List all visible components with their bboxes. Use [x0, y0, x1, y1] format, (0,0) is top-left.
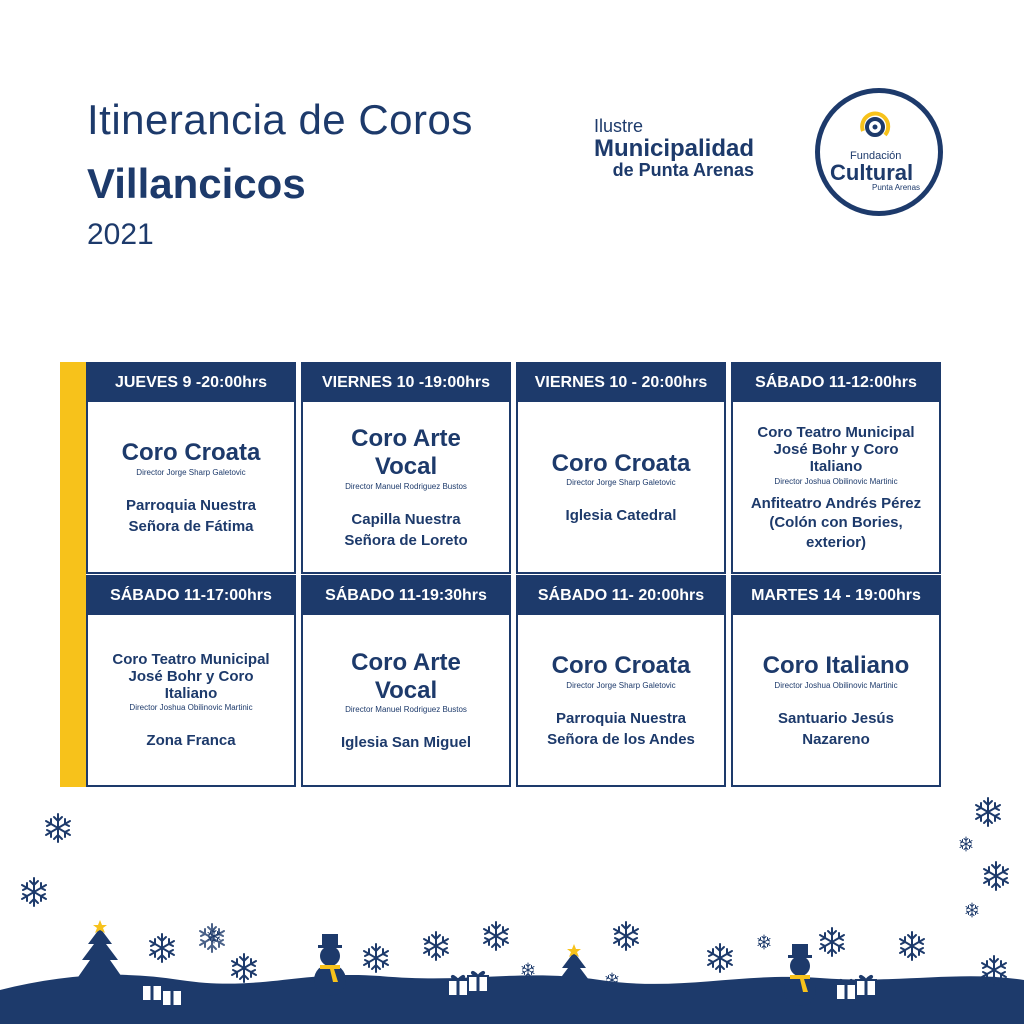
event-card: [516, 575, 726, 787]
director-name: Director Joshua Obilinovic Martinic: [774, 476, 898, 486]
accent-bar: [60, 362, 86, 787]
venue-name: Parroquia Nuestra Señora de los Andes: [547, 709, 695, 748]
event-date: SÁBADO 11-12:00hrs: [733, 364, 939, 402]
venue-name: Capilla Nuestra Señora de Loreto: [344, 510, 468, 549]
event-card: [731, 362, 941, 574]
event-date: MARTES 14 - 19:00hrs: [733, 577, 939, 615]
foundation-line1: Fundación: [850, 150, 902, 162]
choir-name: Coro Arte Vocal: [351, 648, 461, 704]
event-date: SÁBADO 11-17:00hrs: [88, 577, 294, 615]
event-card: [86, 362, 296, 574]
event-date: SÁBADO 11-19:30hrs: [303, 577, 509, 615]
director-name: Director Jorge Sharp Galetovic: [566, 680, 676, 690]
director-name: Director Jorge Sharp Galetovic: [566, 478, 676, 488]
choir-name: Coro Arte Vocal: [351, 425, 461, 480]
event-date: VIERNES 10 -19:00hrs: [303, 364, 509, 402]
venue-name: Santuario Jesús Nazareno: [778, 709, 894, 748]
director-name: Director Jorge Sharp Galetovic: [136, 467, 246, 477]
page-title: Itinerancia de Coros: [87, 96, 473, 143]
municipality-line1: Ilustre: [594, 116, 644, 136]
municipality-line3: de Punta Arenas: [612, 160, 755, 181]
venue-name: Anfiteatro Andrés Pérez (Colón con Bories, exterior): [750, 494, 922, 551]
director-name: Director Manuel Rodriguez Bustos: [345, 705, 467, 715]
page-subtitle: Villancicos: [87, 160, 306, 207]
choir-name: Coro Croata: [551, 652, 691, 680]
choir-name: Coro Teatro Municipal José Bohr y Coro Italiano: [757, 423, 915, 476]
event-date: SÁBADO 11- 20:00hrs: [518, 577, 724, 615]
venue-name: Iglesia Catedral: [565, 507, 677, 525]
event-card: [301, 575, 511, 787]
event-card: [731, 575, 941, 787]
director-name: Director Joshua Obilinovic Martinic: [129, 703, 253, 713]
foundation-emblem-icon: [855, 105, 895, 147]
event-card: [301, 362, 511, 574]
choir-name: Coro Teatro Municipal José Bohr y Coro Italiano: [112, 650, 270, 703]
choir-name: Coro Croata: [121, 439, 261, 467]
choir-name: Coro Italiano: [762, 652, 910, 680]
foundation-line3: Punta Arenas: [872, 183, 921, 192]
foundation-line2: Cultural: [830, 160, 914, 185]
municipality-logo: [594, 117, 754, 180]
winter-decoration: [0, 780, 1024, 1024]
director-name: Director Joshua Obilinovic Martinic: [774, 680, 898, 690]
event-card: [86, 575, 296, 787]
director-name: Director Manuel Rodriguez Bustos: [345, 481, 467, 491]
venue-name: Parroquia Nuestra Señora de Fátima: [125, 496, 257, 535]
event-date: VIERNES 10 - 20:00hrs: [518, 364, 724, 402]
municipality-line2: Municipalidad: [594, 134, 755, 162]
choir-name: Coro Croata: [551, 449, 691, 477]
page-year: 2021: [87, 218, 154, 251]
venue-name: Iglesia San Miguel: [340, 734, 472, 752]
event-card: [516, 362, 726, 574]
venue-name: Zona Franca: [146, 732, 236, 750]
event-date: JUEVES 9 -20:00hrs: [88, 364, 294, 402]
